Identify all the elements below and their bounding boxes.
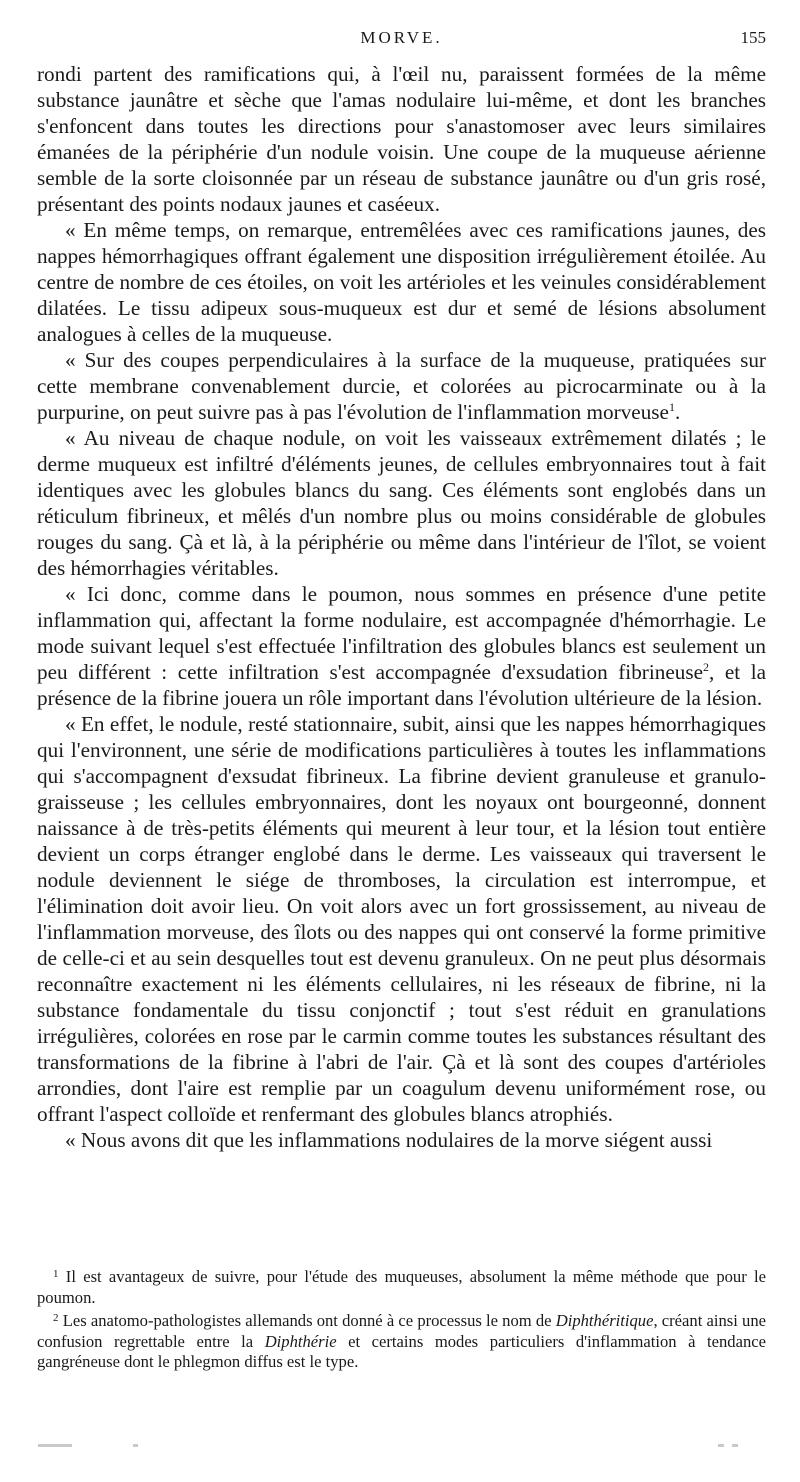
footnote-ref-2: 2 — [702, 659, 709, 674]
scan-smudge — [38, 1444, 72, 1447]
paragraph: « En effet, le nodule, resté stationnaire, subit, ainsi que les nappes hémorrhagiques qui l'environnent, une série de modifications particulières à toutes les inflammations qui s'accompagnent d'exsudat fibrineux. La fibrine devient granuleuse et granulo-graisseuse ; les cellules embryonnaires, dont les noyaux ont bourgeonné, donnent naissance à de très-petits éléments qui meurent à leur tour, et la lésion tout entière devient un corps étranger englobé dans le derme. Les vaisseaux qui traversent le nodule deviennent le siége de thromboses, la circulation est interrompue, et l'élimination doit avoir lieu. On voit alors avec un fort grossissement, au niveau de l'inflammation morveuse, des îlots ou des nappes qui ont conservé la forme primitive de celle-ci et au sein desquelles tout est devenu granuleux. On ne peut plus désormais reconnaître exactement ni les éléments cellulaires, ni les réseaux de fibrine, ni la substance fondamentale du tissu conjonctif ; tout s'est réduit en granulations irrégulières, colorées en rose par le carmin comme toutes les substances résultant des transformations de la fibrine à l'abri de l'air. Çà et là sont des coupes d'artérioles arrondies, dont l'aire est remplie par un coagulum devenu uniformément rose, ou offrant l'aspect colloïde et renfermant des globules blancs atrophiés. — [37, 712, 766, 1126]
paragraph-text-end: . — [674, 400, 681, 424]
paragraph: « Au niveau de chaque nodule, on voit les vaisseaux extrêmement dilatés ; le derme muqueux est infiltré d'éléments jeunes, de cellules embryonnaires tout à fait identiques avec les globules blancs du sang. Ces éléments sont englobés dans un réticulum fibrineux, et mêlés d'un nombre plus ou moins considérable de globules rouges du sang. Çà et là, à la périphérie ou même dans l'intérieur de l'îlot, se voient des hémorrhagies véritables. — [37, 426, 766, 580]
body-text — [37, 61, 766, 1153]
footnote-text: et certains modes particuliers d'inflammation à tendance gangréneuse dont le phlegmon diffus est le type. — [37, 1331, 766, 1371]
paragraph-text-end: , et la présence de la fibrine jouera un rôle important dans l'évolution ultérieure de la lésion. — [37, 660, 766, 710]
footnote-text: , créant ainsi une confusion regrettable entre la — [37, 1311, 766, 1351]
paragraph-text: « Sur des coupes perpendiculaires à la surface de la muqueuse, pratiquées sur cette membrane convenablement durcie, et colorées au picrocarminate ou à la purpurine, on peut suivre pas à pas l'évolution de l'inflammation morveuse — [37, 348, 766, 424]
scan-smudge — [133, 1444, 138, 1447]
footnote-mark: 1 — [53, 1268, 59, 1280]
scan-smudge — [718, 1444, 724, 1447]
paragraph — [37, 347, 766, 425]
scan-smudge — [732, 1444, 738, 1447]
running-title: MORVE. — [360, 28, 443, 47]
footnote-1 — [37, 1264, 766, 1308]
paragraph: « En même temps, on remarque, entremêlées avec ces ramifications jaunes, des nappes hémorrhagiques offrant également une disposition irrégulièrement étoilée. Au centre de nombre de ces étoiles, on voit les artérioles et les veinules considérablement dilatées. Le tissu adipeux sous-muqueux est dur et semé de lésions absolument analogues à celles de la muqueuse. — [37, 218, 766, 346]
paragraph-text: « Ici donc, comme dans le poumon, nous sommes en présence d'une petite inflammation qui, affectant la forme nodulaire, est accompagnée d'hémorrhagie. Le mode suivant lequel s'est effectuée l'infiltration des globules blancs est seulement un peu différent : cette infiltration s'est accompagnée d'exsudation fibrineuse — [37, 582, 766, 684]
page-header — [37, 28, 766, 54]
footnotes — [37, 1264, 766, 1373]
footnote-text: Il est avantageux de suivre, pour l'étude des muqueuses, absolument la même méthode que pour le poumon. — [37, 1267, 767, 1307]
paragraph-continued: rondi partent des ramifications qui, à l'œil nu, paraissent formées de la même substance jaunâtre et sèche que l'amas nodulaire lui-même, et dont les branches s'enfoncent dans toutes les directions pour s'anastomoser avec leurs similaires émanées de la périphérie d'un nodule voisin. Une coupe de la muqueuse aérienne semble de la sorte cloisonnée par un réseau de substance jaunâtre ou d'un gris rosé, présentant des points nodaux jaunes et caséeux. — [37, 62, 766, 216]
paragraph: « Nous avons dit que les inflammations nodulaires de la morve siégent aussi — [65, 1128, 713, 1152]
footnote-mark: 2 — [53, 1312, 59, 1324]
page-number: 155 — [740, 28, 766, 47]
footnote-2 — [37, 1308, 766, 1373]
paragraph — [37, 581, 766, 711]
footnote-italic-term: Diphthérie — [264, 1331, 337, 1351]
footnote-text: Les anatomo-pathologistes allemands ont donné à ce processus le nom de — [62, 1311, 556, 1330]
footnote-italic-term: Diphthéritique — [555, 1311, 654, 1330]
footnote-ref-1: 1 — [668, 399, 675, 414]
